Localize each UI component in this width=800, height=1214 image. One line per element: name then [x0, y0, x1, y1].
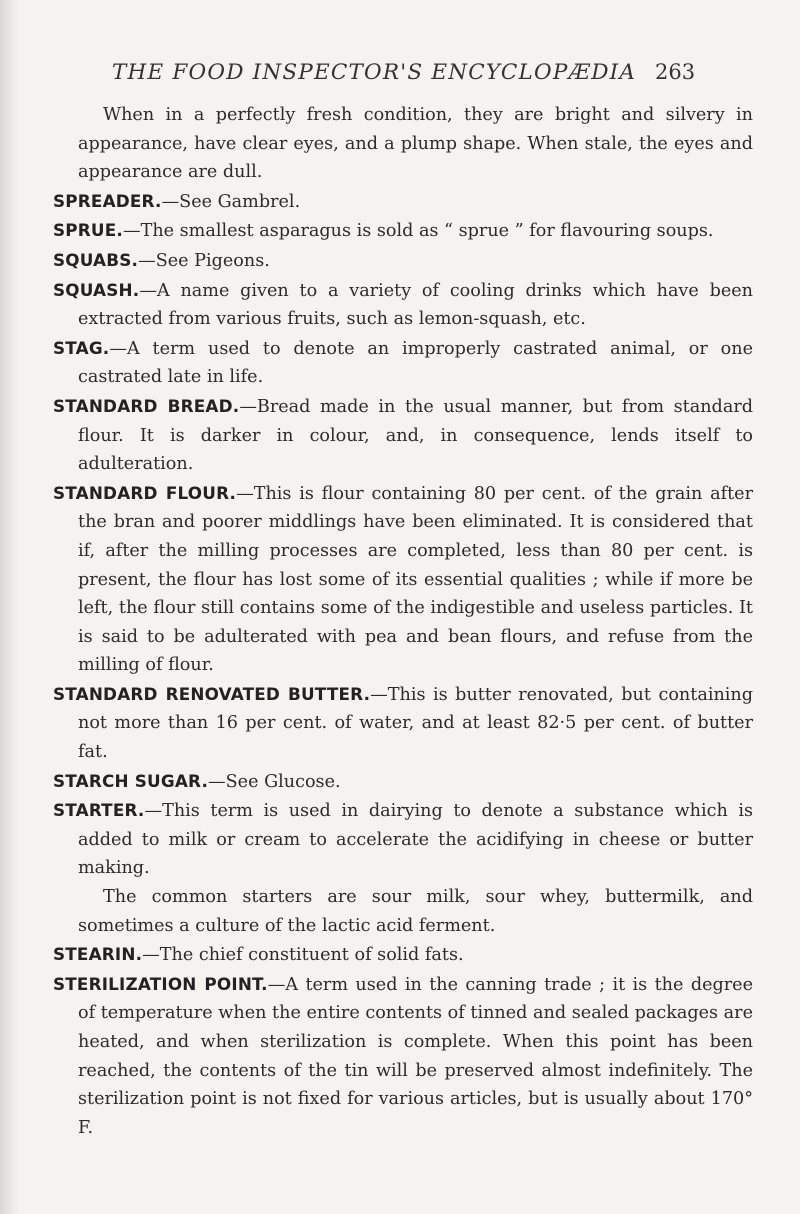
entry-squabs: [53, 246, 753, 276]
entry-term: SPRUE.: [53, 220, 123, 241]
entry-term: SQUASH.: [53, 279, 140, 300]
entry-term: SPREADER.: [53, 190, 162, 211]
entry-definition: —This is butter renovated, but containing not more than 16 per cent. of water, and at least 82·5 per cent. of butter fat.: [78, 684, 753, 763]
entry-term: STANDARD RENOVATED BUTTER.: [53, 683, 371, 704]
entry-sterilization-point: [53, 970, 753, 1143]
entry-standard-renovated-butter: [53, 680, 753, 767]
entry-definition: —A term used to denote an improperly castrated animal, or one castrated late in life.: [78, 338, 753, 388]
entry-definition: —The chief constituent of solid fats.: [142, 945, 464, 966]
entry-definition: —Bread made in the usual manner, but from standard flour. It is darker in colour, and, in consequence, lends itself to adulteration.: [78, 396, 753, 475]
entry-definition: —See Pigeons.: [138, 250, 270, 271]
entry-term: SQUABS.: [53, 249, 139, 270]
entry-spreader: [53, 187, 753, 217]
entry-term: STEARIN.: [53, 944, 143, 965]
entry-definition: —The smallest asparagus is sold as “ sprue ” for flavouring soups.: [122, 221, 714, 242]
intro-paragraph: When in a perfectly fresh condition, they are bright and silvery in appearance, have clear eyes, and a plump shape. When stale, the eyes and appearance are dull.: [78, 105, 753, 183]
entry-sprue: [53, 216, 753, 246]
entry-definition: —See Gambrel.: [161, 191, 301, 212]
entry-starch-sugar: [53, 767, 753, 797]
entry-definition: —A term used in the canning trade ; it is the degree of temperature when the entire contents of tinned and sealed packages are heated, and when sterilization is complete. When this point has been reached, the contents of the tin will be preserved almost indefinitely. The sterilization point is not fixed for various articles, but is usually about 170° F.: [78, 974, 753, 1138]
entry-squash: [53, 276, 753, 334]
entry-starter: [53, 796, 753, 883]
page-number: 263: [655, 60, 696, 84]
entry-stag: [53, 334, 753, 392]
entry-term: STAG.: [53, 337, 110, 358]
entry-stearin: [53, 940, 753, 970]
page-header: [0, 60, 800, 100]
running-title: THE FOOD INSPECTOR'S ENCYCLOPÆDIA: [112, 60, 637, 85]
entry-standard-bread: [53, 392, 753, 479]
starter-continuation: The common starters are sour milk, sour whey, buttermilk, and sometimes a culture of the lactic acid ferment.: [78, 887, 753, 936]
entry-definition: —A name given to a variety of cooling drinks which have been extracted from various fruits, such as lemon-squash, etc.: [78, 280, 753, 330]
entry-term: STANDARD FLOUR.: [53, 482, 237, 503]
page-body: [53, 101, 753, 1142]
entry-term: STARCH SUGAR.: [53, 770, 209, 791]
entry-term: STERILIZATION POINT.: [53, 973, 268, 994]
entry-term: STANDARD BREAD.: [53, 395, 240, 416]
entry-definition: —This is flour containing 80 per cent. of the grain after the bran and poorer middlings have been eliminated. It is considered that if, after the milling processes are completed, less than 80 per cent. is present, the flour has lost some of its essential qualities ; while if more be left, the flour still contains some of the indigestible and useless particles. It is said to be adulterated with pea and bean flours, and refuse from the milling of flour.: [78, 483, 753, 676]
page-gutter-shadow: [0, 0, 18, 1214]
entry-definition: —See Glucose.: [208, 771, 341, 792]
entry-term: STARTER.: [53, 800, 145, 821]
entry-standard-flour: [53, 479, 753, 680]
entry-definition: —This term is used in dairying to denote a substance which is added to milk or cream to accelerate the acidifying in cheese or butter making.: [78, 801, 753, 879]
